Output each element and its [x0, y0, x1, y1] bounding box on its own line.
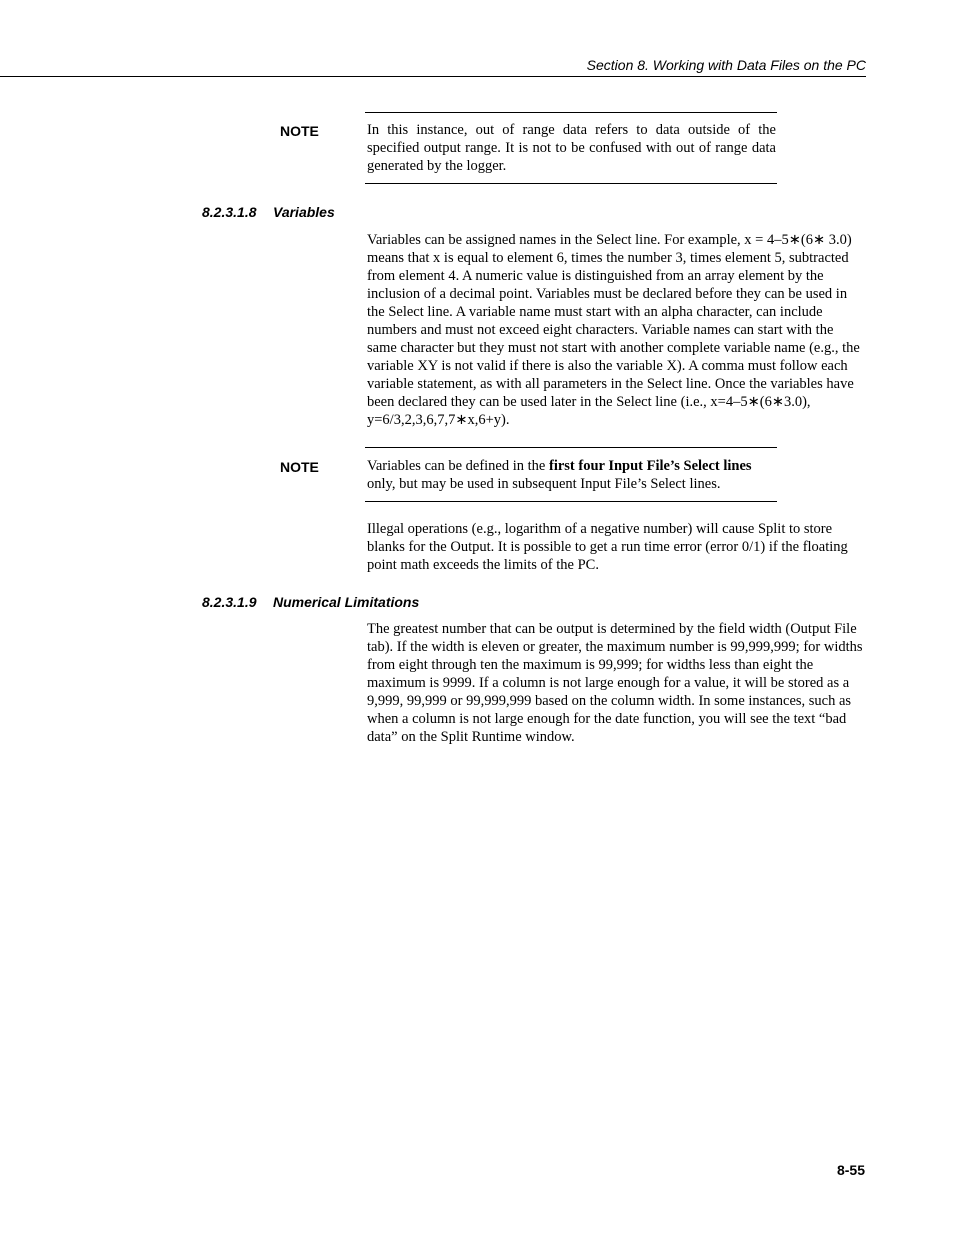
- section-heading-numerical-limitations: [202, 592, 419, 612]
- section-title: Numerical Limitations: [273, 594, 420, 610]
- note-top-rule: [365, 112, 777, 113]
- numerical-limitations-paragraph: The greatest number that can be output is determined by the field width (Output File tab). If the width is eleven or greater, the maximum number is 99,999,999; for widths from eight through ten the maximum is 99,999; for widths less than eight the maximum is 9999. If a column is not large enough for a value, it will be stored as a 9,999, 99,999 or 99,999,999 based on the column width. In some instances, such as when a column is not large enough for the date function, you will see the text “bad data” on the Split Runtime window.: [367, 621, 863, 745]
- note-top-rule: [365, 447, 777, 448]
- section-number: 8.2.3.1.8: [202, 204, 257, 220]
- note-label: NOTE: [280, 123, 319, 139]
- header-rule: [0, 76, 866, 77]
- section-title: Variables: [273, 204, 335, 220]
- note-text: In this instance, out of range data refers to data outside of the specified output range. It is not to be confused with out of range data generated by the logger.: [367, 122, 776, 174]
- variables-paragraph: Variables can be assigned names in the Select line. For example, x = 4–5∗(6∗ 3.0) means that x is equal to element 6, times the number 3, times element 5, subtracted from element 4. A numeric value is distinguished from an array element by the inclusion of a decimal point. Variables must be declared before they can be used in the Select line. A variable name must start with an alpha character, can include numbers and must not exceed eight characters. Variable names can start with the same character but they must not start with another complete variable name (e.g., the variable XY is not valid if there is also the variable X). A comma must follow each variable statement, as with all parameters in the Select line. Once the variables have been declared they can be used later in the Select line (i.e., x=4–5∗(6∗3.0), y=6/3,2,3,6,7,7∗x,6+y).: [367, 232, 860, 428]
- page-number: 8-55: [836, 1162, 865, 1178]
- note-bottom-rule: [365, 183, 777, 184]
- section-heading-variables: [202, 202, 335, 222]
- illegal-operations-paragraph: Illegal operations (e.g., logarithm of a negative number) will cause Split to store blanks for the Output. It is possible to get a run time error (error 0/1) if the floating point math exceeds the limits of the PC.: [367, 521, 848, 573]
- note-text: Variables can be defined in the first four Input File’s Select lines only, but may be used in subsequent Input File’s Select lines.: [367, 458, 752, 492]
- note-emphasis: first four Input File’s Select lines: [548, 458, 752, 474]
- section-number: 8.2.3.1.9: [202, 594, 257, 610]
- running-header: Section 8. Working with Data Files on the PC: [586, 57, 866, 73]
- note-label: NOTE: [280, 459, 319, 475]
- note-bottom-rule: [365, 501, 777, 502]
